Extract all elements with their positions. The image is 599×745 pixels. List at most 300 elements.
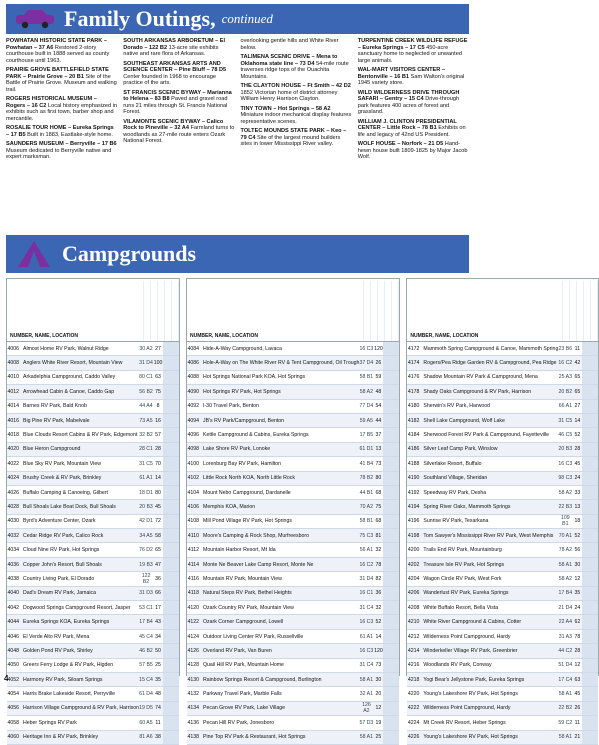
campground-name: Silverlake Resort, Buffalo — [423, 460, 482, 467]
outing-entry — [358, 67, 469, 87]
amenity-cells — [383, 472, 399, 485]
campground-name: Young's Lakeshore RV Park, Hot Springs — [423, 734, 518, 741]
amenity-cells — [582, 515, 598, 528]
campground-name: Cloud Nine RV Park, Hot Springs — [23, 547, 100, 554]
amenity-cells — [582, 630, 598, 643]
campground-name: Harmony RV Park, Siloam Springs — [23, 676, 103, 683]
map-grid: 60 A5 — [139, 719, 153, 726]
campground-name: Mountain RV Park, Mountain View — [203, 575, 282, 582]
outing-title: THE CLAYTON HOUSE – Ft Smith – 42 D2 — [240, 83, 351, 89]
outing-title: WAL-MART VISITORS CENTER – Bentonville – 16 B1 — [357, 67, 445, 80]
amenity-cells — [163, 558, 179, 571]
outings-column — [123, 38, 234, 230]
outing-description: 450-acre sanctuary home to neglected or unwanted large animals. — [357, 44, 462, 64]
campground-number: 4192 — [407, 489, 420, 496]
amenity-cells — [163, 356, 179, 369]
campground-name: Country Living Park, El Dorado — [23, 575, 95, 582]
campground-number: 4040 — [7, 590, 19, 597]
amenity-cells — [582, 428, 598, 441]
table-row — [407, 687, 598, 701]
map-grid: 58 B1 — [359, 374, 374, 381]
campground-number: 4046 — [7, 633, 19, 640]
campground-name: Mountain Harbor Resort, Mt Ida — [203, 547, 276, 554]
table-row — [407, 428, 598, 442]
table-row — [407, 587, 598, 601]
campground-number: 4172 — [407, 345, 420, 352]
amenity-cells — [582, 472, 598, 485]
amenity-cells — [163, 414, 179, 427]
campground-number: 4102 — [187, 475, 200, 482]
campground-number: 4194 — [407, 503, 420, 510]
campground-number: 4052 — [7, 676, 19, 683]
table-row — [187, 543, 399, 557]
map-grid: 46 B2 — [139, 647, 153, 654]
map-grid: 58 A2 — [558, 575, 572, 582]
campground-number: 4212 — [407, 633, 420, 640]
table-row — [7, 342, 179, 356]
site-count: 12 — [574, 662, 581, 669]
table-row — [407, 601, 598, 615]
campground-name: Shadow Mountain RV Park & Campground, Mena — [423, 374, 538, 381]
table-row — [407, 644, 598, 658]
amenity-cells — [582, 342, 598, 355]
campground-name: Pecan Hill RV Park, Jonesboro — [203, 719, 275, 726]
amenity-cells — [163, 702, 179, 715]
outing-description: Site of the largest mound builders sites in lower Mississippi River valley. — [240, 134, 341, 147]
map-grid: 16 C2 — [359, 561, 374, 568]
map-grid: 58 A1 — [359, 734, 374, 741]
amenity-cells — [582, 558, 598, 571]
map-grid: 61 A1 — [139, 475, 153, 482]
site-count: 48 — [375, 388, 382, 395]
outing-description: 54-mile route traverses ridge tops of the Ouachita Mountains. — [240, 60, 349, 80]
site-count: 59 — [375, 374, 382, 381]
column-header — [407, 279, 598, 342]
campground-name: Silver Leaf Camp Park, Winslow — [423, 446, 498, 453]
campground-name: Mount Nebo Campground, Dardanelle — [203, 489, 291, 496]
map-grid: 126 A2 — [362, 702, 371, 715]
outing-description: Hand-hewn house built 1809-1825 by Major Jacob Wolf. — [357, 141, 468, 160]
table-row — [7, 644, 179, 658]
map-grid: 78 B2 — [359, 475, 374, 482]
table-row — [7, 443, 179, 457]
map-grid: 80 C1 — [139, 374, 153, 381]
amenity-cells — [383, 385, 399, 398]
table-row — [187, 472, 399, 486]
table-row — [7, 500, 179, 514]
campground-name: Lorenburg Bay RV Park, Hamilton — [203, 460, 282, 467]
outing-title: WOLF HOUSE – Norfork – 21 D5 — [357, 141, 444, 147]
amenity-cells — [163, 615, 179, 628]
table-row — [187, 702, 399, 716]
campground-name: Pine Top RV Park & Restaurant, Hot Springs — [203, 734, 306, 741]
site-count: 11 — [574, 719, 581, 726]
table-row — [187, 587, 399, 601]
outing-title: ST FRANCIS SCENIC BYWAY – Marianna to Helena – 83 B8 — [123, 89, 232, 102]
campground-name: Big Pine RV Park, Mabelvale — [23, 417, 90, 424]
amenity-cells — [383, 486, 399, 499]
table-row — [407, 457, 598, 471]
campground-number: 4016 — [7, 417, 19, 424]
outing-description: Center founded in 1968 to encourage practice of the arts. — [123, 73, 216, 86]
table-row — [187, 486, 399, 500]
campground-number: 4208 — [407, 604, 420, 611]
campground-name: Arrowhead Cabin & Canoe, Caddo Gap — [23, 388, 115, 395]
map-grid: 46 C5 — [558, 432, 573, 439]
outing-description: Miniature indoor mechanical display features representative scenes. — [240, 112, 352, 125]
site-count: 73 — [375, 662, 382, 669]
tent-icon — [14, 239, 54, 269]
map-grid: 20 B3 — [558, 446, 573, 453]
campground-name: Rainbow Springs Resort & Campground, Burlington — [203, 676, 322, 683]
campground-name: Sunrise RV Park, Texarkana — [423, 518, 489, 525]
table-row — [407, 414, 598, 428]
map-grid: 58 B1 — [359, 518, 374, 525]
site-count: 24 — [574, 604, 581, 611]
outing-entry — [241, 38, 352, 51]
campground-number: 4042 — [7, 604, 19, 611]
site-count: 52 — [375, 619, 382, 626]
site-count: 26 — [574, 705, 581, 712]
campground-name: Overland RV Park, Van Buren — [203, 647, 272, 654]
map-grid: 42 D1 — [139, 518, 153, 525]
table-row — [7, 486, 179, 500]
amenity-cells — [582, 659, 598, 672]
campground-name: Yogi Bear's Jellystone Park, Eureka Springs — [423, 676, 525, 683]
outing-description: Local history emphasized in exhibits such as first town, barber shop and mercantile. — [6, 102, 118, 122]
campground-name: Buffalo Camping & Canoeing, Gilbert — [23, 489, 108, 496]
campground-number: 4134 — [187, 705, 200, 712]
site-count: 35 — [155, 676, 161, 683]
table-row — [187, 457, 399, 471]
amenity-cells — [582, 385, 598, 398]
site-count: 56 — [574, 547, 581, 554]
map-grid: 98 C3 — [558, 475, 573, 482]
campgrounds-title: Campgrounds — [62, 241, 197, 266]
map-grid: 16 C2 — [558, 360, 573, 367]
map-grid: 17 B4 — [139, 619, 153, 626]
campground-number: 4222 — [407, 705, 420, 712]
site-count: 81 — [375, 532, 382, 539]
outing-description: 13-acre site exhibits native and rare flora of Arkansas. — [123, 44, 219, 57]
amenity-cells — [582, 673, 598, 686]
table-row — [407, 529, 598, 543]
campground-number: 4030 — [7, 518, 19, 525]
campground-number: 4126 — [187, 647, 200, 654]
map-grid: 22 A4 — [558, 619, 572, 626]
campground-number: 4176 — [407, 374, 420, 381]
amenity-cells — [582, 702, 598, 715]
table-row — [407, 659, 598, 673]
campground-number: 4202 — [407, 561, 420, 568]
map-grid: 30 A2 — [139, 345, 153, 352]
campground-number: 4094 — [187, 417, 200, 424]
table-row — [407, 572, 598, 586]
site-count: 45 — [155, 503, 161, 510]
site-count: 14 — [375, 633, 382, 640]
amenity-cells — [383, 644, 399, 657]
site-count: 28 — [574, 446, 581, 453]
map-grid: 53 C1 — [139, 604, 153, 611]
campground-name: Harris Brake Lakeside Resort, Perryville — [23, 691, 115, 698]
site-count: 11 — [574, 345, 581, 352]
campground-name: Sherwin's RV Park, Harwood — [423, 403, 491, 410]
campground-name: Rogers/Pea Ridge Garden RV & Campground, Pea Ridge — [423, 360, 557, 367]
table-row — [407, 472, 598, 486]
site-count: 54 — [375, 403, 382, 410]
map-grid: 44 C2 — [558, 647, 573, 654]
map-grid: 20 B3 — [139, 503, 153, 510]
outing-title: VILAMONTE SCENIC BYWAY – Calico Rock to Pineville – 32 A4 — [123, 118, 224, 131]
site-count: 120 — [374, 647, 383, 654]
campground-name: Arkadelphia Campground, Caddo Valley — [23, 374, 116, 381]
table-row — [407, 702, 598, 716]
amenity-cells — [163, 673, 179, 686]
campground-name: Quail Hill RV Park, Mountain Home — [203, 662, 284, 669]
amenity-cells — [582, 443, 598, 456]
outing-title: TALIMENA SCENIC DRIVE – Mena to Oklahoma state line – 73 D4 — [240, 54, 338, 67]
site-count: 82 — [375, 575, 382, 582]
site-count: 47 — [155, 561, 161, 568]
campground-name: Shady Oaks Campground & RV Park, Harrison — [423, 388, 532, 395]
site-count: 24 — [574, 475, 581, 482]
amenity-cells — [582, 414, 598, 427]
site-count: 75 — [155, 388, 161, 395]
site-count: 28 — [155, 446, 161, 453]
campground-number: 4024 — [7, 475, 19, 482]
map-grid: 32 B2 — [139, 432, 153, 439]
table-row — [187, 342, 399, 356]
site-count: 30 — [574, 561, 581, 568]
amenity-cells — [163, 659, 179, 672]
map-grid: 57 D3 — [359, 719, 374, 726]
campground-name: Copper John's Resort, Bull Shoals — [23, 561, 102, 568]
campground-name: Moore's Camping & Rock Shop, Murfreesboro — [203, 532, 309, 539]
campground-name: Shell Lake Campground, Wolf Lake — [423, 417, 505, 424]
table-row — [407, 558, 598, 572]
map-grid: 15 C4 — [139, 676, 153, 683]
site-count: 33 — [574, 489, 581, 496]
outing-title: WILD WILDERNESS DRIVE THROUGH SAFARI – Gentry – 15 C4 — [357, 89, 460, 102]
map-grid: 31 C5 — [139, 460, 153, 467]
table-row — [7, 414, 179, 428]
table-row — [187, 428, 399, 442]
outing-description: Built in 1883, Eastlake-style home. — [27, 131, 113, 138]
amenity-cells — [582, 529, 598, 542]
map-grid: 16 C3 — [359, 647, 374, 654]
campground-name: Golden Pond RV Park, Shirley — [23, 647, 93, 654]
table-row — [7, 385, 179, 399]
campground-name: Dogwood Springs Campground Resort, Jasper — [23, 604, 131, 611]
table-row — [7, 457, 179, 471]
campground-number: 4188 — [407, 460, 420, 467]
site-count: 72 — [155, 518, 161, 525]
amenity-cells — [582, 400, 598, 413]
amenity-cells — [163, 630, 179, 643]
campground-number: 4128 — [187, 662, 200, 669]
table-row — [407, 342, 598, 356]
map-grid: 19 B3 — [139, 561, 153, 568]
table-row — [187, 659, 399, 673]
map-grid: 41 B4 — [359, 460, 374, 467]
campground-name: White Buffalo Resort, Bella Vista — [423, 604, 499, 611]
campground-name: Almost Home RV Park, Walnut Ridge — [23, 345, 109, 352]
campground-number: 4216 — [407, 662, 420, 669]
amenity-cells — [582, 716, 598, 729]
map-grid: 31 D4 — [359, 575, 374, 582]
table-row — [407, 515, 598, 529]
amenity-cells — [163, 400, 179, 413]
outing-description: 1852 Victorian home of district attorney William Henry Harrison Clayton. — [240, 89, 338, 102]
campground-number: 4022 — [7, 460, 19, 467]
campground-number: 4100 — [187, 460, 200, 467]
site-count: 17 — [155, 604, 161, 611]
campground-name: Blue Heron Campground — [23, 446, 81, 453]
site-count: 43 — [155, 619, 161, 626]
map-grid: 77 D4 — [359, 403, 374, 410]
map-grid: 16 C1 — [359, 590, 374, 597]
campground-name: JB's RV Park/Campground, Benton — [203, 417, 285, 424]
campground-number: 4092 — [187, 403, 200, 410]
site-count: 16 — [155, 417, 161, 424]
table-row — [7, 630, 179, 644]
table-row — [7, 601, 179, 615]
table-row — [187, 630, 399, 644]
table-row — [407, 630, 598, 644]
map-grid: 34 A5 — [139, 532, 153, 539]
campground-name: Harrison Village Campground & RV Park, Harrison — [23, 705, 140, 712]
outing-entry — [358, 119, 469, 139]
site-count: 28 — [574, 647, 581, 654]
campground-name: Outdoor Living Center RV Park, Russellville — [203, 633, 304, 640]
campground-name: Barnes RV Park, Bald Knob — [23, 403, 87, 410]
map-grid: 25 A3 — [558, 374, 572, 381]
site-count: 52 — [574, 432, 581, 439]
campground-number: 4198 — [407, 532, 420, 539]
campground-name: Hide-A-Way Campground, Lavaca — [203, 345, 282, 352]
campground-name: Heritage Inn & RV Park, Brinkley — [23, 734, 99, 741]
map-grid: 28 C1 — [139, 446, 153, 453]
campground-name: Anglers White River Resort, Mountain View — [23, 360, 123, 367]
map-grid: 61 A1 — [359, 633, 374, 640]
outing-description: Sam Walton's original 1945 variety store. — [357, 73, 465, 86]
site-count: 68 — [375, 489, 382, 496]
campground-number: 4136 — [187, 719, 200, 726]
campground-number: 4138 — [187, 734, 200, 741]
map-grid: 31 C5 — [558, 417, 573, 424]
site-count: 78 — [375, 561, 382, 568]
campground-number: 4048 — [7, 647, 19, 654]
campground-number: 4098 — [187, 446, 200, 453]
amenity-cells — [163, 601, 179, 614]
campground-name: Eureka Springs KOA, Eureka Springs — [23, 619, 110, 626]
amenity-cells — [163, 529, 179, 542]
map-grid: 75 C3 — [359, 532, 374, 539]
site-count: 50 — [155, 647, 161, 654]
campground-number: 4218 — [407, 676, 420, 683]
amenity-cells — [383, 687, 399, 700]
table-row — [187, 529, 399, 543]
campground-name: Trails End RV Park, Mountainburg — [423, 547, 502, 554]
map-grid: 61 D1 — [359, 446, 374, 453]
map-grid: 16 C3 — [359, 619, 374, 626]
site-count: 73 — [375, 460, 382, 467]
site-count: 18 — [574, 518, 581, 525]
table-row — [7, 716, 179, 730]
map-grid: 44 B1 — [359, 489, 374, 496]
outing-title: TURPENTINE CREEK WILDLIFE REFUGE – Eureka Springs – 17 C5 — [357, 38, 468, 51]
amenity-cells — [582, 543, 598, 556]
table-row — [7, 400, 179, 414]
map-grid: 58 A2 — [558, 489, 572, 496]
table-row — [187, 601, 399, 615]
campground-number: 4180 — [407, 403, 420, 410]
table-row — [7, 702, 179, 716]
amenity-cells — [383, 428, 399, 441]
site-count: 19 — [375, 719, 382, 726]
outing-title: WILLIAM J. CLINTON PRESIDENTIAL CENTER – Little Rock – 78 B1 — [357, 118, 457, 131]
column-header — [187, 279, 399, 342]
campground-number: 4130 — [187, 676, 200, 683]
campground-name: Blue Clouds Resort Cabins & RV Park, Edgemont — [23, 432, 138, 439]
table-row — [187, 615, 399, 629]
amenity-cells — [582, 486, 598, 499]
car-icon — [14, 9, 56, 29]
amenity-cells — [582, 371, 598, 384]
amenity-cells — [383, 543, 399, 556]
amenity-cells — [163, 572, 179, 585]
amenity-cells — [163, 587, 179, 600]
campground-column — [406, 278, 599, 741]
amenity-cells — [163, 428, 179, 441]
outing-entry — [358, 90, 469, 116]
map-grid: 61 D4 — [139, 691, 153, 698]
amenity-cells — [582, 644, 598, 657]
site-count: 42 — [574, 360, 581, 367]
map-grid: 59 A5 — [359, 417, 374, 424]
amenity-cells — [383, 731, 399, 744]
site-count: 30 — [375, 676, 382, 683]
outing-description: Farmland turns to woodlands as 27-mile route enters Ozark National Forest. — [123, 125, 235, 144]
amenity-cells — [163, 644, 179, 657]
site-count: 65 — [155, 547, 161, 554]
table-row — [7, 515, 179, 529]
site-count: 20 — [375, 691, 382, 698]
campground-name: Sherwood Forest RV Park & Campground, Fayetteville — [423, 432, 550, 439]
map-grid: 58 A1 — [558, 734, 572, 741]
campground-number: 4090 — [187, 388, 200, 395]
campground-name: Bull Shoals Lake Boat Dock, Bull Shoals — [23, 503, 116, 510]
campgrounds-banner — [6, 235, 469, 273]
campground-name: Spring River Oaks, Mammoth Springs — [423, 503, 511, 510]
campground-name: Wilderness Point Campground, Hardy — [423, 705, 511, 712]
table-row — [7, 356, 179, 370]
campground-name: Memphis KOA, Marion — [203, 503, 256, 510]
campground-number: 4104 — [187, 489, 200, 496]
amenity-cells — [383, 371, 399, 384]
amenity-cells — [383, 515, 399, 528]
campground-name: I-30 Travel Park, Benton — [203, 403, 259, 410]
campground-name: Kettle Campground & Cabins, Eureka Springs — [203, 432, 309, 439]
outing-title: ROSALIE TOUR HOME – Eureka Springs – 17 B5 — [6, 125, 114, 138]
amenity-cells — [383, 500, 399, 513]
table-row — [187, 371, 399, 385]
campground-number: 4106 — [187, 503, 200, 510]
map-grid: 37 D4 — [359, 360, 374, 367]
site-count: 44 — [375, 417, 382, 424]
amenity-cells — [163, 371, 179, 384]
campground-name: Ozark Country RV Park, Mountain View — [203, 604, 294, 611]
